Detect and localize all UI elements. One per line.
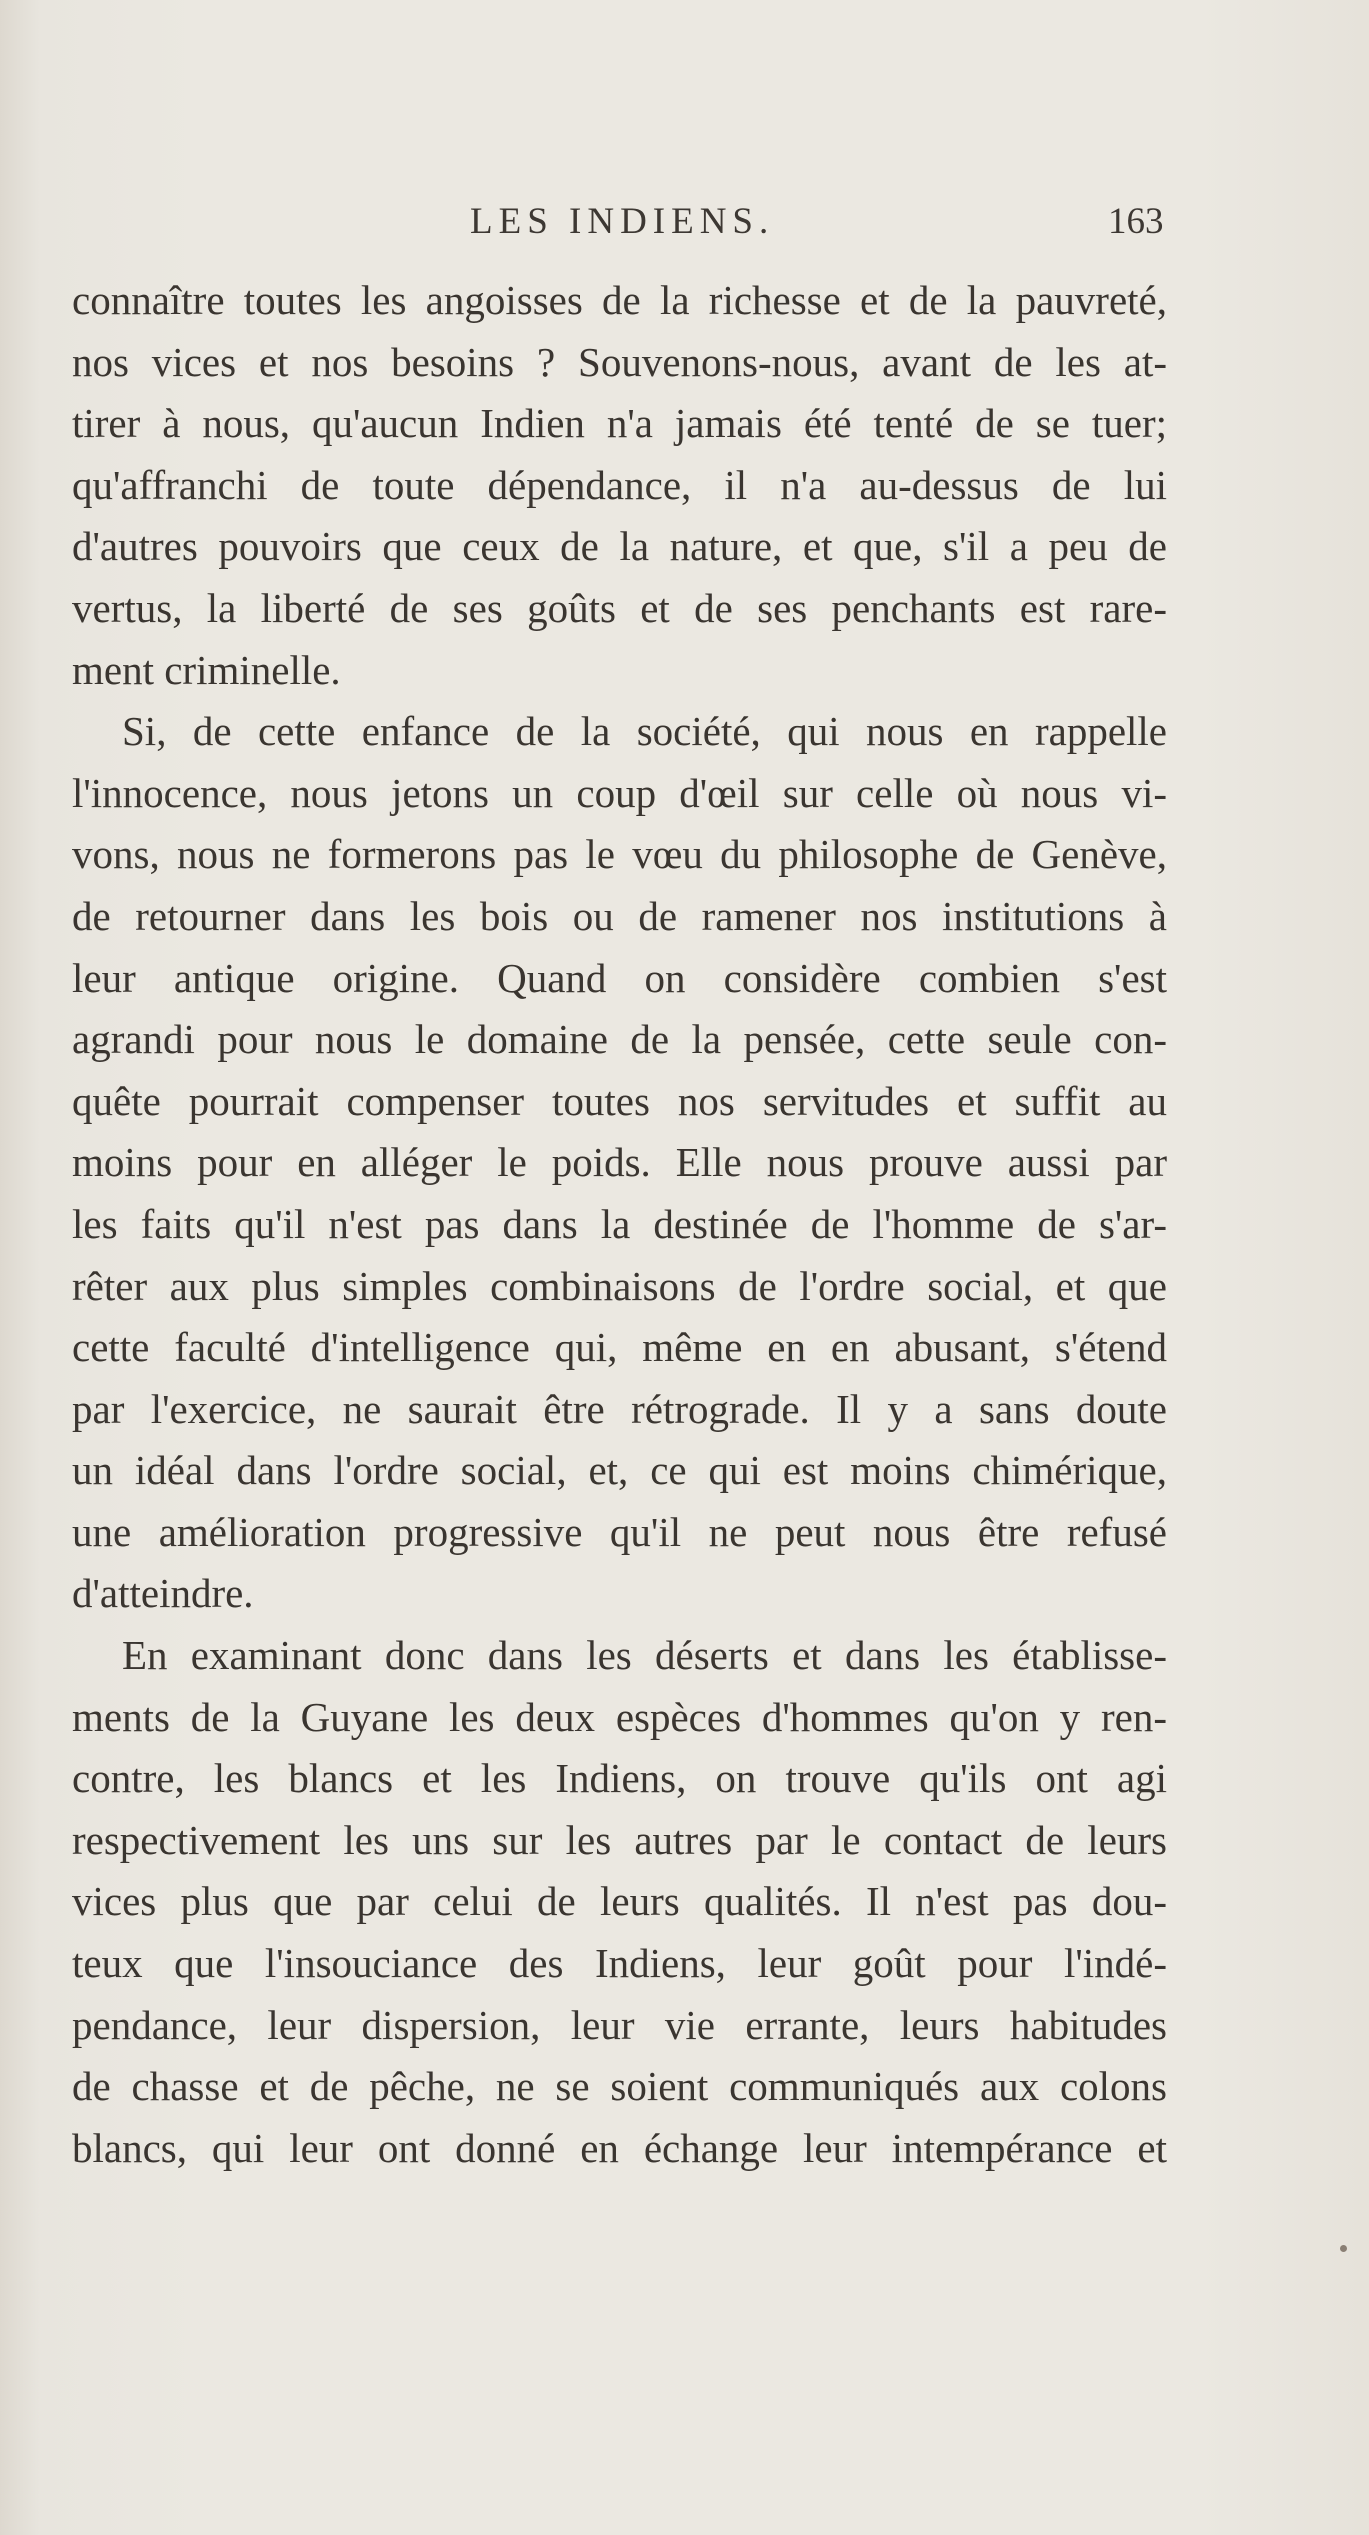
text-line: un idéal dans l'ordre social, et, ce qui est moins chimérique, <box>72 1447 1167 1494</box>
text-line: agrandi pour nous le domaine de la pensée, cette seule con- <box>72 1016 1167 1063</box>
text-line: une amélioration progressive qu'il ne peut nous être refusé <box>72 1508 1167 1555</box>
text-line: ment criminelle. <box>72 646 341 693</box>
text-line: qu'affranchi de toute dépendance, il n'a au-dessus de lui <box>72 461 1167 508</box>
text-line: pendance, leur dispersion, leur vie errante, leurs habitudes <box>72 2001 1167 2048</box>
text-line: rêter aux plus simples combinaisons de l'ordre social, et que <box>72 1262 1167 1309</box>
text-line: de retourner dans les bois ou de ramener nos institutions à <box>72 892 1167 939</box>
running-title: LES INDIENS. <box>470 201 775 242</box>
ink-speck <box>1340 2245 1347 2252</box>
text-line: blancs, qui leur ont donné en échange leur intempérance et <box>72 2124 1167 2171</box>
page-header <box>0 200 1369 260</box>
text-line: d'atteindre. <box>72 1570 254 1617</box>
body-text <box>72 270 1167 2179</box>
text-line: tirer à nous, qu'aucun Indien n'a jamais été tenté de se tuer; <box>72 400 1167 447</box>
text-line: cette faculté d'intelligence qui, même en en abusant, s'étend <box>72 1324 1167 1371</box>
text-line: d'autres pouvoirs que ceux de la nature, et que, s'il a peu de <box>72 523 1167 570</box>
text-line: vertus, la liberté de ses goûts et de ses penchants est rare- <box>72 584 1167 631</box>
page-number: 163 <box>1108 201 1164 242</box>
text-line: ments de la Guyane les deux espèces d'hommes qu'on y ren- <box>72 1693 1167 1740</box>
text-line: leur antique origine. Quand on considère combien s'est <box>72 954 1167 1001</box>
text-line: En examinant donc dans les déserts et dans les établisse- <box>122 1632 1167 1679</box>
text-line: connaître toutes les angoisses de la richesse et de la pauvreté, <box>72 277 1167 323</box>
text-line: les faits qu'il n'est pas dans la destinée de l'homme de s'ar- <box>72 1200 1167 1247</box>
text-line: vices plus que par celui de leurs qualités. Il n'est pas dou- <box>72 1878 1167 1925</box>
text-line: contre, les blancs et les Indiens, on trouve qu'ils ont agi <box>72 1755 1167 1802</box>
text-line: respectivement les uns sur les autres par le contact de leurs <box>72 1816 1167 1863</box>
text-line: de chasse et de pêche, ne se soient communiqués aux colons <box>72 2063 1167 2110</box>
text-line: teux que l'insouciance des Indiens, leur goût pour l'indé- <box>72 1940 1167 1987</box>
text-line: l'innocence, nous jetons un coup d'œil sur celle où nous vi- <box>72 769 1167 816</box>
text-line: nos vices et nos besoins ? Souvenons-nous, avant de les at- <box>72 338 1167 385</box>
text-line: moins pour en alléger le poids. Elle nous prouve aussi par <box>72 1139 1167 1186</box>
text-line: vons, nous ne formerons pas le vœu du philosophe de Genève, <box>72 831 1167 878</box>
text-line: par l'exercice, ne saurait être rétrograde. Il y a sans doute <box>72 1385 1167 1432</box>
text-line: Si, de cette enfance de la société, qui nous en rappelle <box>122 708 1167 755</box>
text-line: quête pourrait compenser toutes nos servitudes et suffit au <box>72 1077 1167 1124</box>
